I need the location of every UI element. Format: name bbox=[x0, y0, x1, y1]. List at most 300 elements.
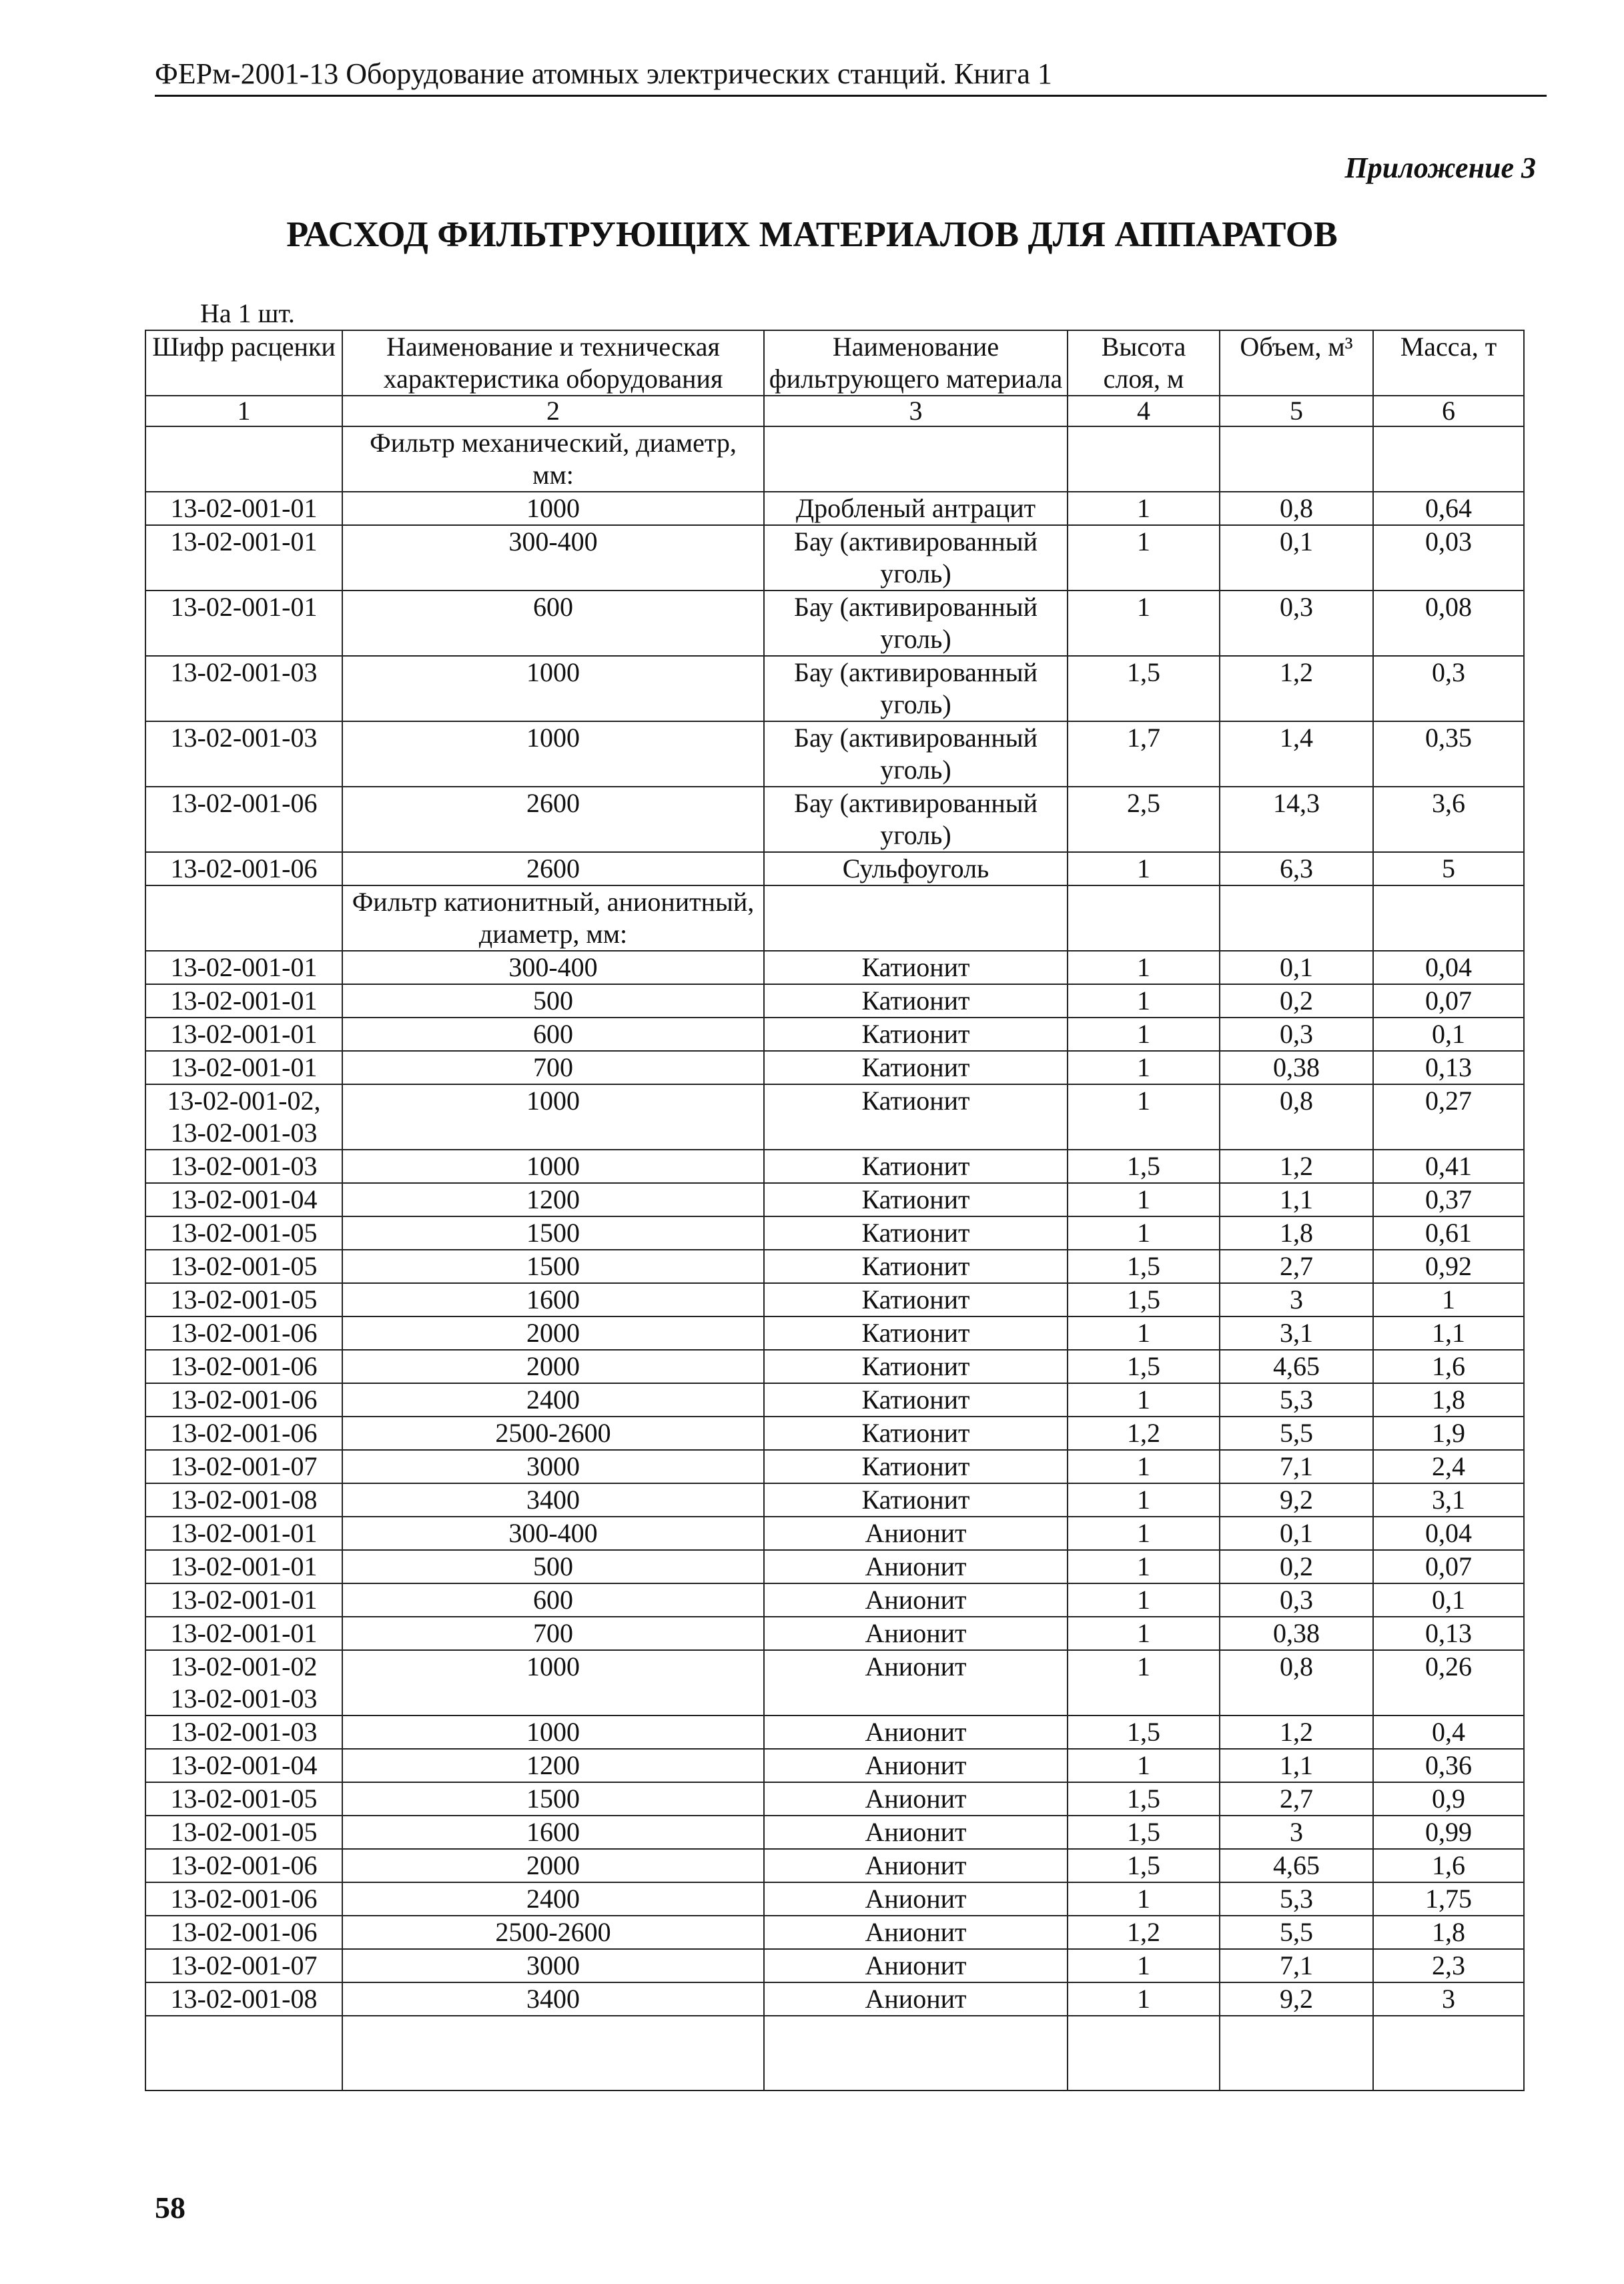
cell-material: Анионит bbox=[764, 1517, 1068, 1550]
table-row bbox=[145, 852, 1524, 885]
cell-code: 13-02-001-01 bbox=[145, 492, 342, 525]
cell-height bbox=[1068, 885, 1220, 951]
cell-code: 13-02-001-03 bbox=[145, 1150, 342, 1183]
cell-volume: 5,5 bbox=[1220, 1916, 1373, 1949]
cell-code: 13-02-001-01 bbox=[145, 1051, 342, 1084]
cell-height: 1 bbox=[1068, 1450, 1220, 1483]
cell-material: Катионит bbox=[764, 1316, 1068, 1350]
empty-cell bbox=[764, 2016, 1068, 2090]
cell-height: 2,5 bbox=[1068, 787, 1220, 852]
column-number: 6 bbox=[1373, 396, 1524, 426]
cell-mass: 0,13 bbox=[1373, 1051, 1524, 1084]
cell-equipment: 1000 bbox=[342, 656, 764, 721]
cell-volume: 0,1 bbox=[1220, 525, 1373, 591]
column-number: 1 bbox=[145, 396, 342, 426]
cell-code bbox=[145, 426, 342, 492]
table-row bbox=[145, 1150, 1524, 1183]
cell-material: Катионит bbox=[764, 1483, 1068, 1517]
cell-material: Анионит bbox=[764, 1982, 1068, 2016]
table-row bbox=[145, 1051, 1524, 1084]
empty-cell bbox=[1068, 2016, 1220, 2090]
cell-height: 1,5 bbox=[1068, 1816, 1220, 1849]
cell-height: 1 bbox=[1068, 1583, 1220, 1617]
cell-mass: 0,64 bbox=[1373, 492, 1524, 525]
cell-material: Анионит bbox=[764, 1550, 1068, 1583]
cell-volume: 1,1 bbox=[1220, 1749, 1373, 1782]
cell-code: 13-02-001-01 bbox=[145, 591, 342, 656]
cell-mass: 0,07 bbox=[1373, 984, 1524, 1018]
cell-code: 13-02-001-06 bbox=[145, 1882, 342, 1916]
cell-height: 1 bbox=[1068, 1517, 1220, 1550]
cell-material: Сульфоуголь bbox=[764, 852, 1068, 885]
cell-material: Анионит bbox=[764, 1650, 1068, 1716]
cell-height: 1 bbox=[1068, 1018, 1220, 1051]
cell-code: 13-02-001-05 bbox=[145, 1216, 342, 1250]
cell-equipment: 1600 bbox=[342, 1283, 764, 1316]
table-row bbox=[145, 1882, 1524, 1916]
cell-code: 13-02-001-01 bbox=[145, 1550, 342, 1583]
cell-height: 1,5 bbox=[1068, 1782, 1220, 1816]
cell-code: 13-02-001-03 bbox=[145, 1716, 342, 1749]
cell-volume: 2,7 bbox=[1220, 1250, 1373, 1283]
cell-code: 13-02-001-05 bbox=[145, 1816, 342, 1849]
cell-material: Катионит bbox=[764, 1350, 1068, 1383]
cell-equipment: 3000 bbox=[342, 1450, 764, 1483]
cell-volume bbox=[1220, 885, 1373, 951]
cell-volume: 0,2 bbox=[1220, 984, 1373, 1018]
cell-material: Анионит bbox=[764, 1849, 1068, 1882]
cell-volume: 5,5 bbox=[1220, 1417, 1373, 1450]
table-row bbox=[145, 656, 1524, 721]
cell-equipment: 300-400 bbox=[342, 1517, 764, 1550]
cell-code bbox=[145, 885, 342, 951]
cell-volume: 0,3 bbox=[1220, 1583, 1373, 1617]
column-header-height: Высота слоя, м bbox=[1068, 330, 1220, 396]
cell-equipment: 1000 bbox=[342, 721, 764, 787]
page-number: 58 bbox=[155, 2191, 185, 2225]
cell-material: Катионит bbox=[764, 1216, 1068, 1250]
cell-height: 1 bbox=[1068, 1216, 1220, 1250]
cell-equipment: 1000 bbox=[342, 1084, 764, 1150]
cell-height: 1 bbox=[1068, 1617, 1220, 1650]
cell-code: 13-02-001-06 bbox=[145, 1316, 342, 1350]
column-number: 3 bbox=[764, 396, 1068, 426]
cell-volume: 9,2 bbox=[1220, 1483, 1373, 1517]
table-row bbox=[145, 1716, 1524, 1749]
cell-code: 13-02-001-08 bbox=[145, 1982, 342, 2016]
column-header-volume: Объем, м³ bbox=[1220, 330, 1373, 396]
cell-equipment: 600 bbox=[342, 1018, 764, 1051]
cell-equipment: 600 bbox=[342, 1583, 764, 1617]
cell-material: Анионит bbox=[764, 1583, 1068, 1617]
cell-volume: 5,3 bbox=[1220, 1882, 1373, 1916]
cell-code: 13-02-001-03 bbox=[145, 721, 342, 787]
cell-mass: 1 bbox=[1373, 1283, 1524, 1316]
cell-material: Катионит bbox=[764, 1018, 1068, 1051]
cell-code: 13-02-001-05 bbox=[145, 1250, 342, 1283]
cell-mass bbox=[1373, 426, 1524, 492]
cell-volume: 3 bbox=[1220, 1283, 1373, 1316]
cell-height: 1,5 bbox=[1068, 1350, 1220, 1383]
cell-volume: 4,65 bbox=[1220, 1350, 1373, 1383]
table-row bbox=[145, 492, 1524, 525]
cell-code: 13-02-001-01 bbox=[145, 1517, 342, 1550]
table-row bbox=[145, 1018, 1524, 1051]
table-row bbox=[145, 1517, 1524, 1550]
cell-height: 1 bbox=[1068, 852, 1220, 885]
cell-code: 13-02-001-01 bbox=[145, 1583, 342, 1617]
cell-mass: 0,92 bbox=[1373, 1250, 1524, 1283]
cell-equipment: 2400 bbox=[342, 1383, 764, 1417]
cell-mass: 1,6 bbox=[1373, 1849, 1524, 1882]
cell-equipment: Фильтр механический, диаметр, мм: bbox=[342, 426, 764, 492]
cell-material: Дробленый антрацит bbox=[764, 492, 1068, 525]
empty-cell bbox=[342, 2016, 764, 2090]
cell-mass: 2,4 bbox=[1373, 1450, 1524, 1483]
page-title: РАСХОД ФИЛЬТРУЮЩИХ МАТЕРИАЛОВ ДЛЯ АППАРАТОВ bbox=[286, 214, 1338, 254]
table-row bbox=[145, 1483, 1524, 1517]
cell-code: 13-02-001-02 13-02-001-03 bbox=[145, 1650, 342, 1716]
cell-volume: 1,2 bbox=[1220, 656, 1373, 721]
table-row bbox=[145, 1417, 1524, 1450]
cell-material bbox=[764, 885, 1068, 951]
cell-code: 13-02-001-02, 13-02-001-03 bbox=[145, 1084, 342, 1150]
cell-height: 1 bbox=[1068, 984, 1220, 1018]
cell-height: 1 bbox=[1068, 1316, 1220, 1350]
cell-mass: 1,8 bbox=[1373, 1383, 1524, 1417]
cell-volume: 0,2 bbox=[1220, 1550, 1373, 1583]
column-number-row bbox=[145, 396, 1524, 426]
cell-height: 1,5 bbox=[1068, 1150, 1220, 1183]
cell-equipment: 1200 bbox=[342, 1749, 764, 1782]
cell-code: 13-02-001-06 bbox=[145, 1916, 342, 1949]
cell-mass: 0,37 bbox=[1373, 1183, 1524, 1216]
cell-height: 1,2 bbox=[1068, 1916, 1220, 1949]
cell-volume: 0,3 bbox=[1220, 1018, 1373, 1051]
cell-equipment: 700 bbox=[342, 1051, 764, 1084]
table-row bbox=[145, 1183, 1524, 1216]
cell-height: 1,5 bbox=[1068, 1283, 1220, 1316]
cell-equipment: 300-400 bbox=[342, 951, 764, 984]
cell-equipment: 2600 bbox=[342, 852, 764, 885]
cell-mass: 0,04 bbox=[1373, 951, 1524, 984]
table-row bbox=[145, 1316, 1524, 1350]
cell-code: 13-02-001-03 bbox=[145, 656, 342, 721]
cell-material: Катионит bbox=[764, 1250, 1068, 1283]
column-header-equipment: Наименование и техническая характеристика оборудования bbox=[342, 330, 764, 396]
cell-code: 13-02-001-06 bbox=[145, 1383, 342, 1417]
cell-code: 13-02-001-08 bbox=[145, 1483, 342, 1517]
cell-height: 1 bbox=[1068, 1183, 1220, 1216]
table-row bbox=[145, 591, 1524, 656]
cell-code: 13-02-001-04 bbox=[145, 1183, 342, 1216]
cell-volume: 0,8 bbox=[1220, 1084, 1373, 1150]
cell-mass: 3,6 bbox=[1373, 787, 1524, 852]
cell-height: 1 bbox=[1068, 1650, 1220, 1716]
cell-height: 1 bbox=[1068, 1051, 1220, 1084]
cell-volume: 3,1 bbox=[1220, 1316, 1373, 1350]
cell-mass: 0,3 bbox=[1373, 656, 1524, 721]
cell-equipment: 1000 bbox=[342, 492, 764, 525]
table-row bbox=[145, 951, 1524, 984]
table-row bbox=[145, 885, 1524, 951]
cell-material: Катионит bbox=[764, 951, 1068, 984]
cell-equipment: 1500 bbox=[342, 1216, 764, 1250]
table-row bbox=[145, 1084, 1524, 1150]
cell-material: Катионит bbox=[764, 1183, 1068, 1216]
table-row bbox=[145, 1849, 1524, 1882]
running-header bbox=[155, 53, 1547, 97]
cell-code: 13-02-001-05 bbox=[145, 1782, 342, 1816]
cell-height: 1,2 bbox=[1068, 1417, 1220, 1450]
column-header-code: Шифр расценки bbox=[145, 330, 342, 396]
cell-mass: 1,9 bbox=[1373, 1417, 1524, 1450]
cell-mass: 3,1 bbox=[1373, 1483, 1524, 1517]
cell-material: Катионит bbox=[764, 1417, 1068, 1450]
cell-material: Анионит bbox=[764, 1882, 1068, 1916]
cell-height: 1 bbox=[1068, 1882, 1220, 1916]
cell-height: 1,5 bbox=[1068, 1849, 1220, 1882]
cell-material: Катионит bbox=[764, 1450, 1068, 1483]
cell-volume bbox=[1220, 426, 1373, 492]
table-row bbox=[145, 1916, 1524, 1949]
cell-mass: 0,07 bbox=[1373, 1550, 1524, 1583]
table-row bbox=[145, 1383, 1524, 1417]
cell-volume: 0,1 bbox=[1220, 1517, 1373, 1550]
cell-material: Катионит bbox=[764, 1283, 1068, 1316]
cell-mass: 1,75 bbox=[1373, 1882, 1524, 1916]
column-number: 5 bbox=[1220, 396, 1373, 426]
cell-mass: 0,1 bbox=[1373, 1583, 1524, 1617]
cell-volume: 1,2 bbox=[1220, 1716, 1373, 1749]
cell-code: 13-02-001-06 bbox=[145, 787, 342, 852]
cell-code: 13-02-001-01 bbox=[145, 1018, 342, 1051]
table-row bbox=[145, 1216, 1524, 1250]
cell-volume: 4,65 bbox=[1220, 1849, 1373, 1882]
cell-height: 1,5 bbox=[1068, 1716, 1220, 1749]
cell-material: Бау (активированный уголь) bbox=[764, 787, 1068, 852]
cell-volume: 3 bbox=[1220, 1816, 1373, 1849]
cell-volume: 2,7 bbox=[1220, 1782, 1373, 1816]
cell-material: Катионит bbox=[764, 1150, 1068, 1183]
table-row bbox=[145, 1583, 1524, 1617]
cell-material: Бау (активированный уголь) bbox=[764, 591, 1068, 656]
cell-volume: 5,3 bbox=[1220, 1383, 1373, 1417]
cell-height: 1 bbox=[1068, 525, 1220, 591]
column-number: 2 bbox=[342, 396, 764, 426]
cell-equipment: 700 bbox=[342, 1617, 764, 1650]
filter-materials-table bbox=[145, 330, 1525, 2091]
cell-volume: 0,8 bbox=[1220, 492, 1373, 525]
cell-mass: 1,8 bbox=[1373, 1916, 1524, 1949]
cell-volume: 0,38 bbox=[1220, 1051, 1373, 1084]
unit-label: На 1 шт. bbox=[200, 298, 295, 328]
cell-mass: 3 bbox=[1373, 1982, 1524, 2016]
cell-equipment: 2500-2600 bbox=[342, 1417, 764, 1450]
cell-volume: 1,4 bbox=[1220, 721, 1373, 787]
cell-height: 1 bbox=[1068, 492, 1220, 525]
cell-height: 1 bbox=[1068, 1982, 1220, 2016]
empty-cell bbox=[145, 2016, 342, 2090]
table-row bbox=[145, 787, 1524, 852]
cell-code: 13-02-001-01 bbox=[145, 951, 342, 984]
cell-code: 13-02-001-07 bbox=[145, 1949, 342, 1982]
table-row bbox=[145, 426, 1524, 492]
table-row bbox=[145, 984, 1524, 1018]
cell-volume: 1,2 bbox=[1220, 1150, 1373, 1183]
empty-cell bbox=[1220, 2016, 1373, 2090]
cell-equipment: 1500 bbox=[342, 1782, 764, 1816]
cell-mass: 1,1 bbox=[1373, 1316, 1524, 1350]
cell-material: Анионит bbox=[764, 1617, 1068, 1650]
table-body bbox=[145, 426, 1524, 2090]
cell-volume: 14,3 bbox=[1220, 787, 1373, 852]
cell-volume: 0,1 bbox=[1220, 951, 1373, 984]
cell-mass: 0,26 bbox=[1373, 1650, 1524, 1716]
cell-equipment: 1000 bbox=[342, 1716, 764, 1749]
cell-equipment: 2500-2600 bbox=[342, 1916, 764, 1949]
cell-material bbox=[764, 426, 1068, 492]
cell-mass: 1,6 bbox=[1373, 1350, 1524, 1383]
cell-mass: 0,4 bbox=[1373, 1716, 1524, 1749]
cell-mass: 0,1 bbox=[1373, 1018, 1524, 1051]
cell-volume: 0,3 bbox=[1220, 591, 1373, 656]
cell-material: Катионит bbox=[764, 1383, 1068, 1417]
table-row bbox=[145, 1949, 1524, 1982]
cell-equipment: 1200 bbox=[342, 1183, 764, 1216]
cell-height: 1 bbox=[1068, 591, 1220, 656]
cell-material: Анионит bbox=[764, 1782, 1068, 1816]
table-row bbox=[145, 1782, 1524, 1816]
column-number: 4 bbox=[1068, 396, 1220, 426]
cell-volume: 1,1 bbox=[1220, 1183, 1373, 1216]
cell-code: 13-02-001-06 bbox=[145, 1350, 342, 1383]
cell-material: Бау (активированный уголь) bbox=[764, 721, 1068, 787]
cell-equipment: 500 bbox=[342, 1550, 764, 1583]
table-row bbox=[145, 721, 1524, 787]
cell-code: 13-02-001-01 bbox=[145, 525, 342, 591]
cell-height: 1 bbox=[1068, 1383, 1220, 1417]
cell-equipment: 2000 bbox=[342, 1849, 764, 1882]
cell-volume: 6,3 bbox=[1220, 852, 1373, 885]
cell-mass: 2,3 bbox=[1373, 1949, 1524, 1982]
cell-code: 13-02-001-06 bbox=[145, 1849, 342, 1882]
cell-code: 13-02-001-01 bbox=[145, 984, 342, 1018]
cell-equipment: 500 bbox=[342, 984, 764, 1018]
cell-height: 1 bbox=[1068, 951, 1220, 984]
table-header-row bbox=[145, 330, 1524, 396]
cell-material: Катионит bbox=[764, 1051, 1068, 1084]
cell-code: 13-02-001-06 bbox=[145, 1417, 342, 1450]
table-row bbox=[145, 1350, 1524, 1383]
empty-cell bbox=[1373, 2016, 1524, 2090]
cell-equipment: 600 bbox=[342, 591, 764, 656]
cell-code: 13-02-001-07 bbox=[145, 1450, 342, 1483]
cell-equipment: 1600 bbox=[342, 1816, 764, 1849]
cell-equipment: 3000 bbox=[342, 1949, 764, 1982]
cell-volume: 0,8 bbox=[1220, 1650, 1373, 1716]
running-header-text: ФЕРм-2001-13 Оборудование атомных электрических станций. Книга 1 bbox=[155, 57, 1052, 90]
cell-mass: 0,36 bbox=[1373, 1749, 1524, 1782]
cell-mass: 0,41 bbox=[1373, 1150, 1524, 1183]
table-row bbox=[145, 1982, 1524, 2016]
table-empty-row bbox=[145, 2016, 1524, 2090]
cell-volume: 7,1 bbox=[1220, 1450, 1373, 1483]
cell-equipment: 1500 bbox=[342, 1250, 764, 1283]
appendix-label: Приложение 3 bbox=[1344, 151, 1536, 184]
table-row bbox=[145, 1283, 1524, 1316]
cell-material: Анионит bbox=[764, 1749, 1068, 1782]
cell-equipment: 1000 bbox=[342, 1150, 764, 1183]
cell-mass bbox=[1373, 885, 1524, 951]
column-header-mass: Масса, т bbox=[1373, 330, 1524, 396]
cell-mass: 0,9 bbox=[1373, 1782, 1524, 1816]
table-row bbox=[145, 1749, 1524, 1782]
cell-material: Бау (активированный уголь) bbox=[764, 525, 1068, 591]
cell-equipment: 3400 bbox=[342, 1483, 764, 1517]
cell-material: Катионит bbox=[764, 984, 1068, 1018]
cell-volume: 1,8 bbox=[1220, 1216, 1373, 1250]
cell-mass: 0,03 bbox=[1373, 525, 1524, 591]
cell-height: 1,7 bbox=[1068, 721, 1220, 787]
table-row bbox=[145, 525, 1524, 591]
cell-code: 13-02-001-06 bbox=[145, 852, 342, 885]
cell-height: 1,5 bbox=[1068, 656, 1220, 721]
cell-mass: 0,99 bbox=[1373, 1816, 1524, 1849]
cell-height: 1 bbox=[1068, 1483, 1220, 1517]
cell-mass: 0,35 bbox=[1373, 721, 1524, 787]
cell-equipment: 2600 bbox=[342, 787, 764, 852]
cell-mass: 0,27 bbox=[1373, 1084, 1524, 1150]
cell-code: 13-02-001-05 bbox=[145, 1283, 342, 1316]
table-row bbox=[145, 1250, 1524, 1283]
cell-mass: 5 bbox=[1373, 852, 1524, 885]
table-row bbox=[145, 1450, 1524, 1483]
column-header-material: Наименование фильтрующего материала bbox=[764, 330, 1068, 396]
cell-height: 1 bbox=[1068, 1949, 1220, 1982]
table-row bbox=[145, 1550, 1524, 1583]
cell-material: Анионит bbox=[764, 1716, 1068, 1749]
cell-material: Анионит bbox=[764, 1816, 1068, 1849]
table-row bbox=[145, 1816, 1524, 1849]
cell-material: Анионит bbox=[764, 1916, 1068, 1949]
cell-volume: 7,1 bbox=[1220, 1949, 1373, 1982]
table-row bbox=[145, 1617, 1524, 1650]
table-row bbox=[145, 1650, 1524, 1716]
cell-height: 1,5 bbox=[1068, 1250, 1220, 1283]
cell-height: 1 bbox=[1068, 1749, 1220, 1782]
cell-equipment: 2000 bbox=[342, 1316, 764, 1350]
cell-volume: 0,38 bbox=[1220, 1617, 1373, 1650]
cell-equipment: 2000 bbox=[342, 1350, 764, 1383]
cell-equipment: 300-400 bbox=[342, 525, 764, 591]
cell-code: 13-02-001-04 bbox=[145, 1749, 342, 1782]
cell-equipment: 1000 bbox=[342, 1650, 764, 1716]
cell-equipment: 2400 bbox=[342, 1882, 764, 1916]
cell-mass: 0,13 bbox=[1373, 1617, 1524, 1650]
cell-equipment: 3400 bbox=[342, 1982, 764, 2016]
cell-code: 13-02-001-01 bbox=[145, 1617, 342, 1650]
cell-material: Бау (активированный уголь) bbox=[764, 656, 1068, 721]
cell-height bbox=[1068, 426, 1220, 492]
cell-volume: 9,2 bbox=[1220, 1982, 1373, 2016]
cell-material: Катионит bbox=[764, 1084, 1068, 1150]
cell-mass: 0,08 bbox=[1373, 591, 1524, 656]
cell-material: Анионит bbox=[764, 1949, 1068, 1982]
cell-mass: 0,04 bbox=[1373, 1517, 1524, 1550]
cell-mass: 0,61 bbox=[1373, 1216, 1524, 1250]
cell-height: 1 bbox=[1068, 1550, 1220, 1583]
